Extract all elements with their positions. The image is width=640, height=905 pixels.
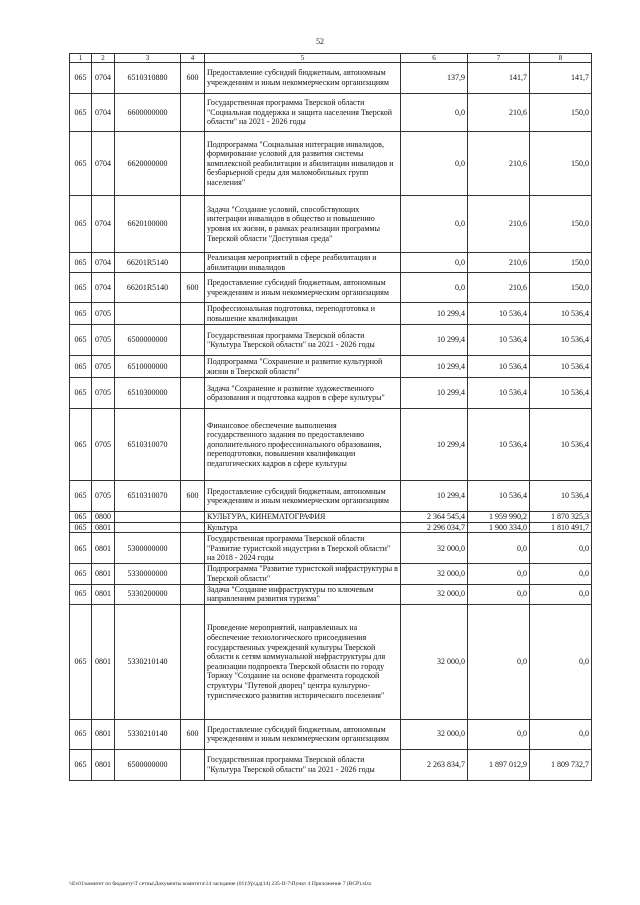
amount-2025-cell: 10 536,4	[468, 481, 530, 512]
target-article-cell: 6510300000	[115, 378, 181, 409]
expense-type-cell	[181, 196, 205, 253]
admin-code-cell: 065	[70, 564, 92, 584]
column-header: 7	[468, 54, 530, 63]
admin-code-cell: 065	[70, 409, 92, 481]
admin-code-cell: 065	[70, 63, 92, 94]
target-article-cell: 6510310070	[115, 409, 181, 481]
section-code-cell: 0704	[92, 273, 115, 303]
expense-type-cell	[181, 533, 205, 564]
target-article-cell: 6510310880	[115, 63, 181, 94]
amount-2025-cell: 10 536,4	[468, 325, 530, 356]
amount-2026-cell: 10 536,4	[530, 409, 592, 481]
amount-2026-cell: 0,0	[530, 719, 592, 749]
admin-code-cell: 065	[70, 481, 92, 512]
expense-type-cell	[181, 749, 205, 780]
expense-type-cell	[181, 564, 205, 584]
item-name-cell: Задача "Создание условий, способствующих интеграции инвалидов в общество и повышению уровня их жизни, в рамках реализации программы Тверской области "Доступная среда"	[205, 196, 401, 253]
target-article-cell: 6620000000	[115, 132, 181, 196]
file-path-footer: \\Ev01\комитет по бюджету\Т сетиы\Документы комитета\14 заседание (01)\Ур\дд(14) 235-П-7\Пункт 4 Приложение 7 (ВСР).xlsx	[69, 881, 372, 887]
section-code-cell: 0801	[92, 522, 115, 533]
table-row	[70, 564, 592, 584]
section-code-cell: 0704	[92, 196, 115, 253]
amount-2024-cell: 10 299,4	[401, 409, 468, 481]
amount-2026-cell: 1 809 732,7	[530, 749, 592, 780]
section-code-cell: 0800	[92, 512, 115, 523]
amount-2025-cell: 0,0	[468, 719, 530, 749]
admin-code-cell: 065	[70, 512, 92, 523]
table-row	[70, 196, 592, 253]
target-article-cell: 6510310070	[115, 481, 181, 512]
target-article-cell	[115, 522, 181, 533]
expense-type-cell: 600	[181, 273, 205, 303]
table-row	[70, 63, 592, 94]
expense-type-cell	[181, 378, 205, 409]
column-header: 2	[92, 54, 115, 63]
admin-code-cell: 065	[70, 94, 92, 132]
amount-2024-cell: 10 299,4	[401, 481, 468, 512]
section-code-cell: 0704	[92, 132, 115, 196]
amount-2024-cell: 2 263 834,7	[401, 749, 468, 780]
amount-2025-cell: 0,0	[468, 533, 530, 564]
expense-type-cell	[181, 356, 205, 378]
section-code-cell: 0801	[92, 719, 115, 749]
admin-code-cell: 065	[70, 273, 92, 303]
amount-2025-cell: 0,0	[468, 604, 530, 719]
item-name-cell: Предоставление субсидий бюджетным, автономным учреждениям и иным некоммерческим организациям	[205, 63, 401, 94]
target-article-cell: 5330200000	[115, 584, 181, 604]
section-code-cell: 0704	[92, 253, 115, 273]
amount-2025-cell: 10 536,4	[468, 378, 530, 409]
section-code-cell: 0704	[92, 94, 115, 132]
expense-type-cell	[181, 409, 205, 481]
expense-type-cell: 600	[181, 719, 205, 749]
amount-2026-cell: 141,7	[530, 63, 592, 94]
table-row	[70, 604, 592, 719]
item-name-cell: Государственная программа Тверской области "Культура Тверской области" на 2021 - 2026 годы	[205, 325, 401, 356]
amount-2024-cell: 137,9	[401, 63, 468, 94]
item-name-cell: Финансовое обеспечение выполнения государственного задания по предоставлению дополнительного профессионального образования, переподготовки, повышения квалификации педагогических кадров в сфере культуры	[205, 409, 401, 481]
table-row	[70, 719, 592, 749]
amount-2024-cell: 0,0	[401, 94, 468, 132]
amount-2025-cell: 1 897 012,9	[468, 749, 530, 780]
amount-2026-cell: 0,0	[530, 584, 592, 604]
expense-type-cell	[181, 522, 205, 533]
amount-2026-cell: 10 536,4	[530, 378, 592, 409]
expense-type-cell	[181, 584, 205, 604]
table-row	[70, 409, 592, 481]
amount-2026-cell: 150,0	[530, 196, 592, 253]
amount-2025-cell: 10 536,4	[468, 409, 530, 481]
admin-code-cell: 065	[70, 522, 92, 533]
page-number: 52	[316, 37, 324, 46]
amount-2025-cell: 210,6	[468, 196, 530, 253]
target-article-cell: 5330210140	[115, 604, 181, 719]
admin-code-cell: 065	[70, 719, 92, 749]
budget-table	[69, 53, 592, 781]
target-article-cell: 6500000000	[115, 325, 181, 356]
target-article-cell: 66201R5140	[115, 273, 181, 303]
expense-type-cell	[181, 253, 205, 273]
amount-2024-cell: 10 299,4	[401, 303, 468, 325]
section-code-cell: 0801	[92, 564, 115, 584]
item-name-cell: Предоставление субсидий бюджетным, автономным учреждениям и иным некоммерческим организациям	[205, 273, 401, 303]
item-name-cell: Подпрограмма "Развитие туристской инфраструктуры в Тверской области"	[205, 564, 401, 584]
amount-2024-cell: 10 299,4	[401, 378, 468, 409]
column-header: 6	[401, 54, 468, 63]
table-row	[70, 584, 592, 604]
header-row	[70, 54, 592, 63]
amount-2026-cell: 10 536,4	[530, 356, 592, 378]
column-header: 5	[205, 54, 401, 63]
section-code-cell: 0801	[92, 533, 115, 564]
item-name-cell: КУЛЬТУРА, КИНЕМАТОГРАФИЯ	[205, 512, 401, 523]
item-name-cell: Профессиональная подготовка, переподготовка и повышение квалификации	[205, 303, 401, 325]
expense-type-cell: 600	[181, 63, 205, 94]
table-row	[70, 522, 592, 533]
admin-code-cell: 065	[70, 749, 92, 780]
item-name-cell: Задача "Сохранение и развитие художественного образования и подготовка кадров в сфере культуры"	[205, 378, 401, 409]
admin-code-cell: 065	[70, 378, 92, 409]
amount-2024-cell: 0,0	[401, 273, 468, 303]
amount-2025-cell: 10 536,4	[468, 303, 530, 325]
section-code-cell: 0705	[92, 356, 115, 378]
item-name-cell: Культура	[205, 522, 401, 533]
table-body	[70, 63, 592, 781]
amount-2025-cell: 1 900 334,0	[468, 522, 530, 533]
admin-code-cell: 065	[70, 584, 92, 604]
amount-2024-cell: 32 000,0	[401, 719, 468, 749]
amount-2026-cell: 150,0	[530, 273, 592, 303]
amount-2025-cell: 0,0	[468, 584, 530, 604]
column-header: 8	[530, 54, 592, 63]
amount-2026-cell: 0,0	[530, 604, 592, 719]
amount-2024-cell: 32 000,0	[401, 533, 468, 564]
amount-2025-cell: 210,6	[468, 94, 530, 132]
table-row	[70, 356, 592, 378]
amount-2025-cell: 141,7	[468, 63, 530, 94]
target-article-cell: 66201R5140	[115, 253, 181, 273]
amount-2025-cell: 210,6	[468, 132, 530, 196]
expense-type-cell	[181, 132, 205, 196]
table-row	[70, 533, 592, 564]
admin-code-cell: 065	[70, 196, 92, 253]
table-row	[70, 132, 592, 196]
amount-2026-cell: 10 536,4	[530, 481, 592, 512]
item-name-cell: Подпрограмма "Социальная интеграция инвалидов, формирование условий для развития системы комплексной реабилитации и абилитации инвалидов и безбарьерной среды для маломобильных групп населения"	[205, 132, 401, 196]
amount-2025-cell: 10 536,4	[468, 356, 530, 378]
amount-2026-cell: 1 810 491,7	[530, 522, 592, 533]
expense-type-cell	[181, 512, 205, 523]
amount-2026-cell: 150,0	[530, 253, 592, 273]
item-name-cell: Государственная программа Тверской области "Культура Тверской области" на 2021 - 2026 годы	[205, 749, 401, 780]
item-name-cell: Государственная программа Тверской области "Социальная поддержка и защита населения Тверской области" на 2021 - 2026 годы	[205, 94, 401, 132]
target-article-cell: 5330210140	[115, 719, 181, 749]
item-name-cell: Государственная программа Тверской области "Развитие туристской индустрии в Тверской области" на 2018 - 2024 годы	[205, 533, 401, 564]
amount-2024-cell: 32 000,0	[401, 604, 468, 719]
target-article-cell: 6510000000	[115, 356, 181, 378]
item-name-cell: Реализация мероприятий в сфере реабилитации и абилитации инвалидов	[205, 253, 401, 273]
admin-code-cell: 065	[70, 325, 92, 356]
item-name-cell: Предоставление субсидий бюджетным, автономным учреждениям и иным некоммерческим организациям	[205, 481, 401, 512]
expense-type-cell	[181, 604, 205, 719]
target-article-cell: 5330000000	[115, 564, 181, 584]
section-code-cell: 0705	[92, 303, 115, 325]
section-code-cell: 0801	[92, 604, 115, 719]
amount-2024-cell: 2 364 545,4	[401, 512, 468, 523]
amount-2024-cell: 0,0	[401, 253, 468, 273]
expense-type-cell	[181, 325, 205, 356]
admin-code-cell: 065	[70, 253, 92, 273]
section-code-cell: 0704	[92, 63, 115, 94]
target-article-cell	[115, 512, 181, 523]
amount-2024-cell: 0,0	[401, 132, 468, 196]
target-article-cell: 5300000000	[115, 533, 181, 564]
table-row	[70, 94, 592, 132]
amount-2026-cell: 150,0	[530, 132, 592, 196]
item-name-cell: Подпрограмма "Сохранение и развитие культурной жизни в Тверской области"	[205, 356, 401, 378]
section-code-cell: 0705	[92, 325, 115, 356]
table-row	[70, 378, 592, 409]
amount-2025-cell: 210,6	[468, 273, 530, 303]
column-header: 4	[181, 54, 205, 63]
amount-2026-cell: 0,0	[530, 533, 592, 564]
section-code-cell: 0801	[92, 584, 115, 604]
expense-type-cell	[181, 94, 205, 132]
admin-code-cell: 065	[70, 132, 92, 196]
amount-2025-cell: 210,6	[468, 253, 530, 273]
item-name-cell: Задача "Создание инфраструктуры по ключевым направлениям развития туризма"	[205, 584, 401, 604]
table-row	[70, 749, 592, 780]
column-header: 1	[70, 54, 92, 63]
amount-2024-cell: 10 299,4	[401, 356, 468, 378]
admin-code-cell: 065	[70, 356, 92, 378]
admin-code-cell: 065	[70, 303, 92, 325]
amount-2026-cell: 0,0	[530, 564, 592, 584]
target-article-cell: 6500000000	[115, 749, 181, 780]
amount-2024-cell: 32 000,0	[401, 564, 468, 584]
table-row	[70, 481, 592, 512]
section-code-cell: 0705	[92, 409, 115, 481]
target-article-cell: 6600000000	[115, 94, 181, 132]
amount-2026-cell: 1 870 325,3	[530, 512, 592, 523]
section-code-cell: 0705	[92, 481, 115, 512]
amount-2024-cell: 10 299,4	[401, 325, 468, 356]
amount-2025-cell: 0,0	[468, 564, 530, 584]
amount-2024-cell: 0,0	[401, 196, 468, 253]
section-code-cell: 0801	[92, 749, 115, 780]
item-name-cell: Предоставление субсидий бюджетным, автономным учреждениям и иным некоммерческим организациям	[205, 719, 401, 749]
amount-2026-cell: 150,0	[530, 94, 592, 132]
amount-2025-cell: 1 959 990,2	[468, 512, 530, 523]
expense-type-cell	[181, 303, 205, 325]
amount-2024-cell: 2 296 034,7	[401, 522, 468, 533]
section-code-cell: 0705	[92, 378, 115, 409]
admin-code-cell: 065	[70, 533, 92, 564]
expense-type-cell: 600	[181, 481, 205, 512]
table-row	[70, 325, 592, 356]
admin-code-cell: 065	[70, 604, 92, 719]
item-name-cell: Проведение мероприятий, направленных на обеспечение технологического присоединения государственных учреждений культуры Тверской области к сетям коммунальной инфраструктуры для реализации подпроекта Тверской области по городу Торжку "Создание на основе фрагмента городской структуры "Путевой дворец" центра культурно-туристического развития исторического поселения"	[205, 604, 401, 719]
table-row	[70, 303, 592, 325]
amount-2026-cell: 10 536,4	[530, 325, 592, 356]
target-article-cell	[115, 303, 181, 325]
table-row	[70, 512, 592, 523]
amount-2024-cell: 32 000,0	[401, 584, 468, 604]
target-article-cell: 6620100000	[115, 196, 181, 253]
table-row	[70, 273, 592, 303]
table-row	[70, 253, 592, 273]
column-header: 3	[115, 54, 181, 63]
amount-2026-cell: 10 536,4	[530, 303, 592, 325]
